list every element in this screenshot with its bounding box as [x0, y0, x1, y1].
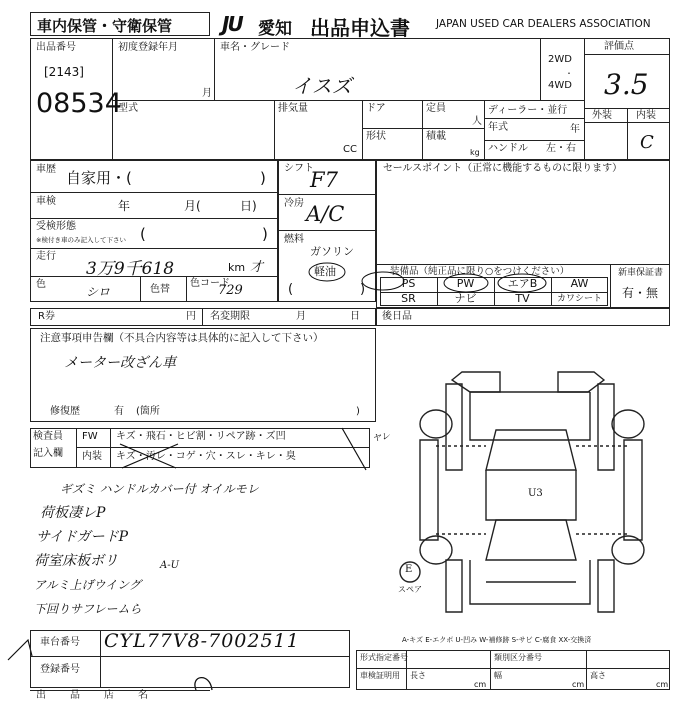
mileage-unit: km: [228, 261, 246, 274]
pw-circle: [444, 274, 488, 292]
chassis-label: 車台番号: [40, 637, 80, 648]
type-label: 型式: [118, 103, 138, 114]
capacity-label: 定員: [426, 103, 446, 114]
color-exchange-label: 色替: [150, 284, 170, 295]
equipment-item: SR: [401, 292, 416, 305]
inspector-note-1: ギズミ ハンドルカバー付 オイルモレ: [60, 482, 259, 496]
spare-mark: E: [405, 564, 413, 575]
height-label: 高さ: [590, 671, 606, 680]
color-code-value: 729: [218, 283, 243, 298]
damage-legend: A-キズ E-エクボ U-凹み W-補修跡 S-サビ C-腐食 XX-交換済: [402, 636, 592, 644]
history-value: 自家用・(: [66, 169, 132, 187]
front-left-wheel: [420, 410, 452, 438]
repair-value: 有: [114, 406, 124, 417]
mileage-label: 走行: [36, 251, 56, 262]
year-unit: 年: [570, 124, 580, 135]
registration-number-label: 登録番号: [40, 664, 80, 675]
ps-circle: [362, 272, 404, 290]
equipment-item: PW: [456, 277, 475, 290]
equipment-item: AW: [570, 277, 589, 290]
inspector-note-2: 荷板凄レP: [40, 505, 106, 521]
new-warranty-label: 新車保証書: [618, 268, 664, 278]
handle-value: 左・右: [546, 143, 576, 154]
length-label: 長さ: [410, 671, 426, 680]
spare-label: スペア: [398, 585, 422, 594]
inspector-note-3: サイドガードP: [36, 529, 129, 545]
aircon-label: 冷房: [284, 198, 304, 209]
inspector-row1-text: キズ・飛石・ヒビ割・リペア跡・ズ凹: [116, 431, 286, 442]
seller-label-4: 名: [138, 690, 148, 701]
lot-sub-number: [2143]: [44, 65, 84, 79]
fuel-label: 燃料: [284, 234, 304, 245]
category-id-label: 類別区分番号: [494, 653, 542, 662]
dealer-label: ディーラー・並行: [488, 105, 568, 116]
recycle-label: R券: [38, 311, 55, 322]
cc-unit: CC: [343, 144, 357, 155]
fuel-diesel: 軽油: [314, 265, 336, 278]
inspector-note-5: アルミ上げウイング: [34, 578, 141, 592]
airbag-circle: [498, 274, 546, 292]
inspector-label-1: 検査員: [33, 431, 63, 442]
equipment-item: TV: [515, 292, 530, 305]
equipment-label: 装備品（純正品に限り○をつけください）: [390, 266, 570, 277]
association-name: JAPAN USED CAR DEALERS ASSOCIATION: [436, 18, 651, 30]
aircon-value: A/C: [306, 202, 345, 226]
model-label: 車名・グレード: [220, 42, 290, 53]
inspector-label-2: 記入欄: [33, 448, 63, 459]
interior-grade: C: [640, 132, 654, 153]
load-label: 積載: [426, 131, 446, 142]
registration-month-unit: 月: [202, 88, 212, 99]
lot-number-label: 出品番号: [36, 42, 76, 53]
front-right-mirror-shape: [558, 372, 604, 392]
rating-value: 3.5: [604, 68, 649, 101]
exterior-label: 外装: [592, 110, 612, 121]
form-title: 出品申込書: [310, 16, 410, 40]
inspector-extra: A-U: [160, 560, 180, 571]
seller-label-1: 出: [36, 690, 46, 701]
cert-label: 車検証明用: [360, 671, 400, 680]
color-label: 色: [36, 279, 46, 290]
color-code-label: 色コード: [190, 278, 230, 289]
strike-marks: [120, 444, 178, 468]
seller-label-3: 店: [104, 690, 114, 701]
chassis-number: CYL77V8-7002511: [104, 630, 300, 652]
mileage-value: 3万9千618: [86, 259, 175, 279]
rating-label: 評価点: [604, 41, 634, 52]
model-value: イスズ: [292, 74, 352, 98]
diesel-circle: [309, 263, 345, 281]
model-id-label: 形式指定番号: [360, 653, 408, 662]
received-inspection-note: ※検付き車のみ記入して下さい: [36, 236, 126, 244]
notes-handwritten: メーター改ざん車: [64, 355, 176, 371]
storage-tag: 車内保管・守衛保管: [37, 17, 173, 35]
repair-label: 修復歴: [50, 406, 80, 417]
person-unit: 人: [472, 116, 482, 127]
shape-label: 形状: [366, 131, 386, 142]
registration-label: 初度登録年月: [118, 42, 178, 53]
new-warranty-value: 有・無: [622, 286, 659, 300]
front-right-wheel: [612, 410, 644, 438]
equipment-item: PS: [401, 277, 416, 290]
logo-text: 愛知: [258, 19, 292, 39]
width-label: 幅: [494, 671, 502, 680]
inspector-note-4: 荷室床板ボリ: [34, 553, 118, 569]
received-inspection-label: 受検形態: [36, 221, 76, 232]
equipment-item: カワシート: [556, 294, 602, 304]
margin-check-mark: [8, 640, 32, 660]
front-left-mirror-shape: [452, 372, 500, 392]
kg-unit: kg: [470, 148, 480, 157]
diagram-mark-u3: U3: [528, 488, 543, 499]
drive-4wd: 4WD: [548, 80, 572, 91]
name-change-label: 名変期限: [210, 311, 250, 322]
interior-label: 内装: [636, 110, 656, 121]
history-label: 車歴: [36, 164, 56, 175]
equipment-item: ナビ: [454, 292, 477, 305]
lot-number: 08534: [36, 88, 122, 119]
color-value: シロ: [86, 285, 111, 299]
door-label: ドア: [366, 103, 386, 114]
notes-label: 注意事項申告欄（不具合内容等は具体的に記入して下さい）: [40, 332, 324, 344]
model-year-label: 年式: [488, 122, 508, 133]
handle-label: ハンドル: [488, 143, 528, 154]
drive-2wd: 2WD: [548, 54, 572, 65]
equipment-item: エアB: [507, 277, 538, 290]
shift-label: シフト: [284, 163, 314, 174]
sales-point-label: セールスポイント（正常に機能するものに限ります）: [383, 163, 623, 174]
fuel-gasoline: ガソリン: [310, 245, 354, 258]
inspector-side-note: ヤレ: [371, 431, 391, 445]
inspector-note-6: 下回りサフレームら: [34, 602, 142, 616]
shift-value: F7: [310, 168, 338, 192]
ju-logo: JU: [222, 12, 242, 36]
rear-seat-label: 後日品: [382, 311, 412, 322]
seller-label-2: 品: [70, 690, 80, 701]
inspector-row2-text: キズ・汚レ・コゲ・穴・スレ・キレ・臭: [116, 451, 296, 462]
inspection-label: 車検: [36, 196, 56, 207]
displacement-label: 排気量: [278, 103, 308, 114]
